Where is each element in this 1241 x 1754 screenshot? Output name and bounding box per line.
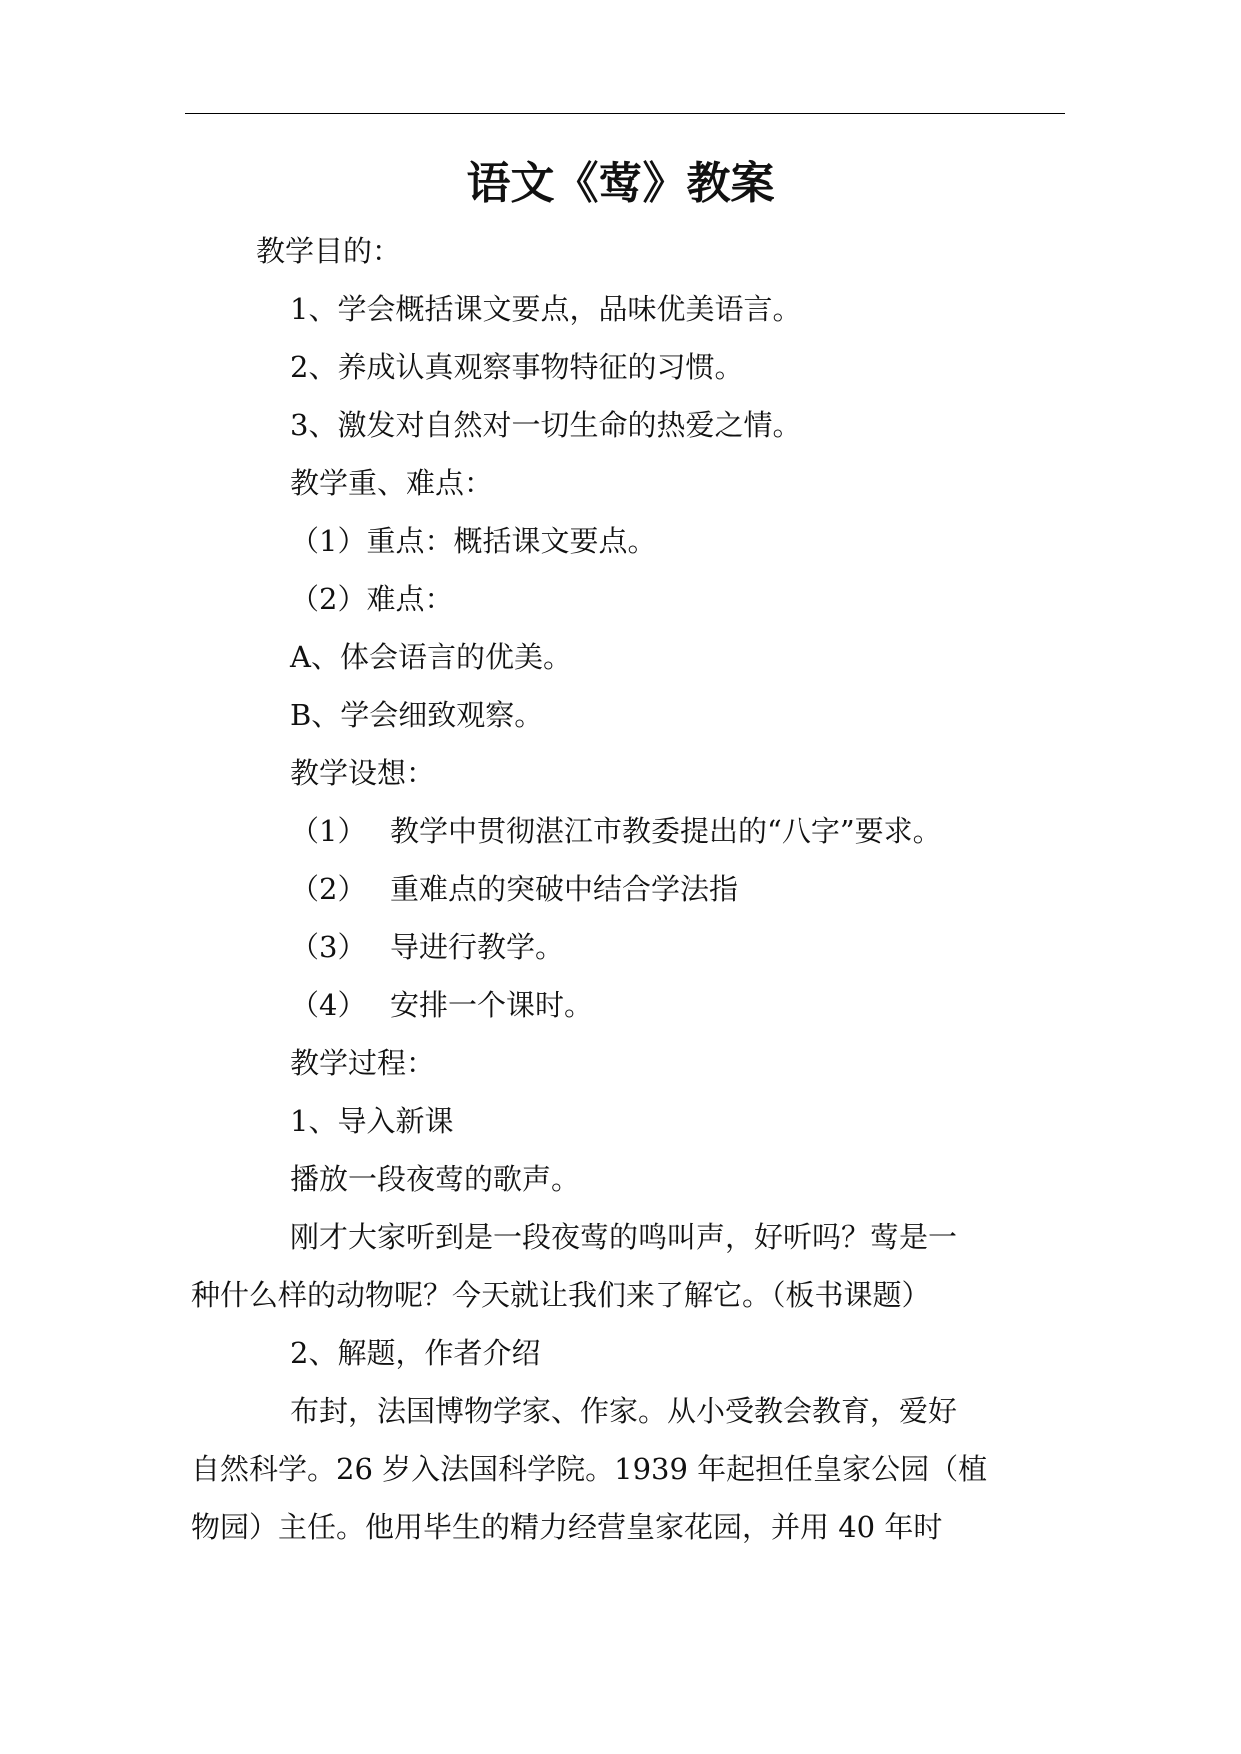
design-item-label: （4） — [290, 988, 367, 1022]
paragraph-line: 自然科学。26 岁入法国科学院。1939 年起担任皇家公园（植 — [191, 1452, 988, 1486]
design-item-label: （1） — [290, 814, 367, 848]
header-rule — [185, 113, 1065, 114]
design-item — [290, 811, 942, 851]
design-item-label: （2） — [290, 872, 367, 906]
keypoint-line: （1）重点：概括课文要点。 — [290, 524, 657, 558]
design-item-text: 重难点的突破中结合学法指 — [390, 872, 739, 906]
paragraph-line: 物园）主任。他用毕生的精力经营皇家花园，并用 40 年时 — [191, 1510, 943, 1544]
design-heading: 教学设想： — [290, 756, 436, 790]
design-item — [290, 927, 564, 967]
step-heading: 1、导入新课 — [290, 1104, 454, 1138]
design-item-text: 教学中贯彻湛江市教委提出的“八字”要求。 — [390, 814, 942, 848]
difficulty-line: （2）难点： — [290, 582, 454, 616]
design-item-text: 安排一个课时。 — [390, 988, 594, 1022]
paragraph-line: 种什么样的动物呢？今天就让我们来了解它。（板书课题） — [191, 1278, 931, 1312]
paragraph-line: 布封，法国博物学家、作家。从小受教会教育，爱好 — [290, 1394, 958, 1428]
paragraph-line: 播放一段夜莺的歌声。 — [290, 1162, 581, 1196]
keypoints-heading: 教学重、难点： — [290, 466, 494, 500]
design-item — [290, 869, 738, 909]
objective-item: 1、学会概括课文要点，品味优美语言。 — [290, 292, 802, 326]
difficulty-item: A、体会语言的优美。 — [290, 640, 572, 674]
objective-item: 2、养成认真观察事物特征的习惯。 — [290, 350, 744, 384]
step-heading: 2、解题，作者介绍 — [290, 1336, 541, 1370]
design-item-text: 导进行教学。 — [390, 930, 565, 964]
difficulty-item: B、学会细致观察。 — [290, 698, 544, 732]
objectives-heading: 教学目的： — [256, 234, 402, 268]
paragraph-line: 刚才大家听到是一段夜莺的鸣叫声，好听吗？莺是一 — [290, 1220, 958, 1254]
design-item — [290, 985, 593, 1025]
objective-item: 3、激发对自然对一切生命的热爱之情。 — [290, 408, 802, 442]
process-heading: 教学过程： — [290, 1046, 436, 1080]
document-title: 语文《莺》教案 — [466, 158, 775, 209]
design-item-label: （3） — [290, 930, 367, 964]
